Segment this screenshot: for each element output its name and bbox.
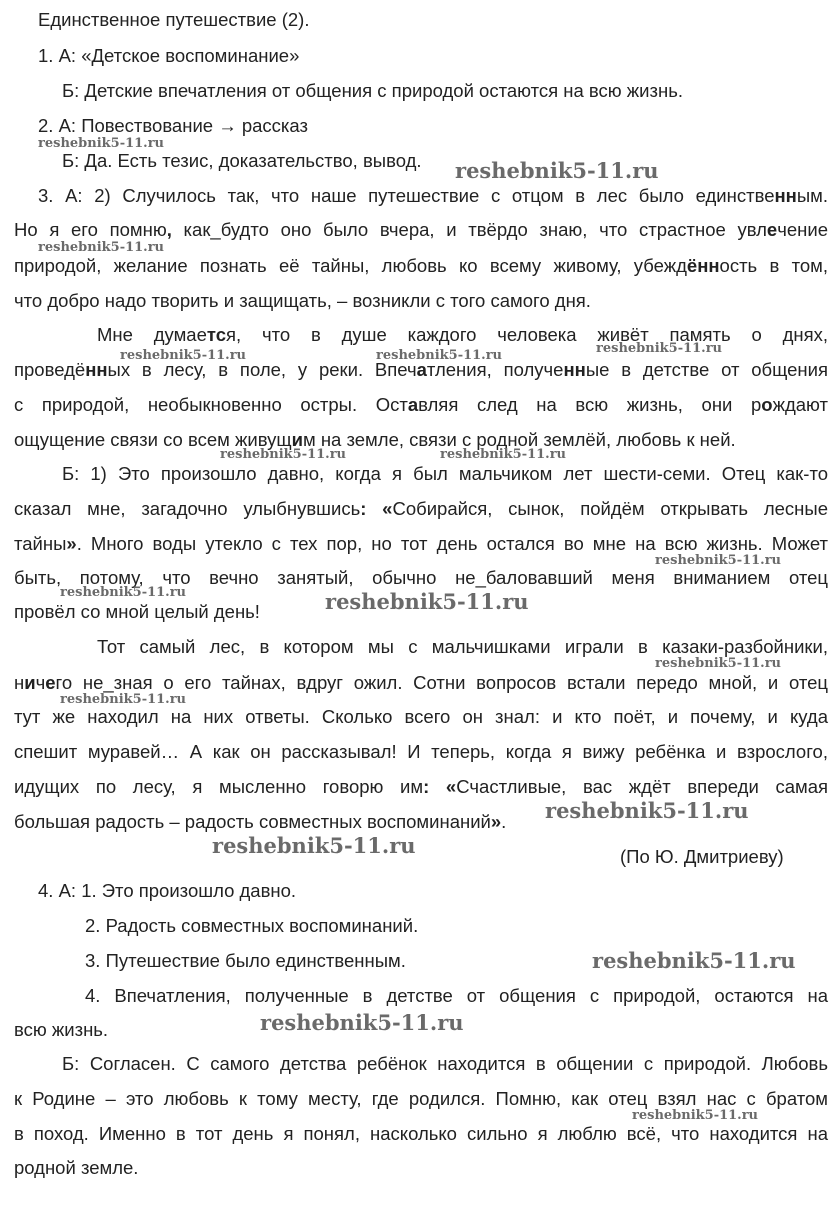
watermark: reshebnik5-11.ru — [38, 136, 165, 151]
task3-b-p2-line1: Тот самый лес, в котором мы с мальчишками играли в казаки-разбойники, — [97, 636, 828, 657]
task2-answer-b: Б: Да. Есть тезис, доказательство, вывод. — [62, 150, 422, 171]
task4-b-line3: в поход. Именно в тот день я понял, насколько сильно я люблю всё, что находится на — [14, 1123, 828, 1144]
task1-answer-a: 1. А: «Детское воспоминание» — [38, 45, 300, 66]
watermark: reshebnik5-11.ru — [455, 158, 659, 183]
highlighted-letters: е — [766, 219, 778, 240]
watermark: reshebnik5-11.ru — [325, 589, 529, 614]
task3-b-p1-line3 — [14, 533, 828, 555]
text-segment: н — [14, 672, 25, 693]
text-segment: как_будто оно было вчера, и твёрдо знаю, что страстное увл — [171, 219, 767, 240]
text-segment: Собирайся, сынок, пойдём открывать лесные — [392, 498, 828, 519]
task3-a-p2-line4 — [14, 429, 828, 451]
watermark: reshebnik5-11.ru — [120, 348, 247, 363]
highlighted-letters: и — [291, 429, 303, 450]
task3-a-p1-line1 — [38, 185, 828, 207]
highlighted-letters: нн — [563, 359, 586, 380]
highlighted-letters: а — [416, 359, 427, 380]
text-segment: Мне думае — [97, 324, 207, 345]
watermark: reshebnik5-11.ru — [655, 656, 782, 671]
task3-a-p1-line2 — [14, 219, 828, 241]
watermark: reshebnik5-11.ru — [596, 341, 723, 356]
task4-b-line1: Б: Согласен. С самого детства ребёнок находится в общении с природой. Любовь — [62, 1053, 828, 1074]
watermark: reshebnik5-11.ru — [220, 447, 347, 462]
text-segment: вляя след на всю жизнь, они р — [418, 394, 762, 415]
text-segment: ч — [35, 672, 46, 693]
highlighted-letters: и — [24, 672, 36, 693]
task3-b-p2-line3: тут же находил на них ответы. Сколько всего он знал: и кто поёт, и почему, и куда — [14, 706, 828, 727]
text-segment: м на земле, связи с родной землёй, любовь к ней. — [302, 429, 736, 450]
task4-a-item4-line1: 4. Впечатления, полученные в детстве от общения с природой, остаются на — [85, 985, 828, 1006]
watermark: reshebnik5-11.ru — [376, 348, 503, 363]
highlighted-letters: а — [407, 394, 419, 415]
document-title: Единственное путешествие (2). — [38, 9, 310, 30]
text-segment: ждают — [772, 394, 828, 415]
highlighted-letters: : « — [360, 498, 393, 519]
attribution: (По Ю. Дмитриеву) — [620, 846, 784, 867]
task3-b-p1-line1: Б: 1) Это произошло давно, когда я был мальчиком лет шести-семи. Отец как-то — [62, 463, 828, 484]
task4-b-line4: родной земле. — [14, 1157, 139, 1178]
task3-a-p1-line4 — [14, 290, 828, 312]
text-segment: Но я его помню — [14, 219, 167, 240]
text-segment: с природой, необыкновенно остры. Ост — [14, 394, 408, 415]
task4-a-item4-line2: всю жизнь. — [14, 1019, 109, 1040]
text-segment: тления, получе — [426, 359, 564, 380]
text-segment: . Много воды утекло с тех пор, но тот день остался во мне на всю жизнь. Может — [76, 533, 828, 554]
task3-b-p2-line2 — [14, 672, 828, 694]
task3-b-p2-line5 — [14, 776, 828, 798]
text-segment: ощущение связи со всем живущ — [14, 429, 292, 450]
text-segment: идущих по лесу, я мысленно говорю им — [14, 776, 424, 797]
watermark: reshebnik5-11.ru — [260, 1010, 464, 1035]
watermark: reshebnik5-11.ru — [212, 833, 416, 858]
watermark: reshebnik5-11.ru — [655, 553, 782, 568]
text-segment: 3. А: 2) Случилось так, что наше путешествие с отцом в лес было единстве — [38, 185, 775, 206]
highlighted-letters: » — [66, 533, 77, 554]
text-segment: проведё — [14, 359, 86, 380]
text-segment: чение — [777, 219, 828, 240]
highlighted-letters: , — [166, 219, 172, 240]
text-segment: тайны — [14, 533, 67, 554]
text-segment: ость в том, — [719, 255, 828, 276]
watermark: reshebnik5-11.ru — [38, 240, 165, 255]
task3-a-p1-line3 — [14, 255, 828, 277]
text-segment: Счастливые, вас ждёт впереди самая — [456, 776, 829, 797]
text-segment: я, что в душе каждого человека живёт память о днях, — [225, 324, 828, 345]
highlighted-letters: » — [490, 811, 502, 832]
watermark: reshebnik5-11.ru — [60, 692, 187, 707]
watermark: reshebnik5-11.ru — [592, 948, 796, 973]
watermark: reshebnik5-11.ru — [440, 447, 567, 462]
text-segment: что добро надо творить и защищать, – возникли с того самого дня. — [14, 290, 591, 311]
text-segment: природой, желание познать её тайны, любовь ко всему живому, убежд — [14, 255, 687, 276]
highlighted-letters: нн — [85, 359, 108, 380]
watermark: reshebnik5-11.ru — [60, 585, 187, 600]
watermark: reshebnik5-11.ru — [632, 1108, 759, 1123]
text-segment: ые в детстве от общения — [585, 359, 829, 380]
highlighted-letters: е — [45, 672, 56, 693]
task3-b-p1-line5: провёл со мной целый день! — [14, 601, 260, 622]
watermark: reshebnik5-11.ru — [545, 798, 749, 823]
task1-answer-b: Б: Детские впечатления от общения с природой остаются на всю жизнь. — [62, 80, 683, 101]
highlighted-letters: ённ — [686, 255, 720, 276]
text-segment: ых в лесу, в поле, у реки. Впеч — [107, 359, 417, 380]
highlighted-letters: тс — [206, 324, 226, 345]
text-segment: ым. — [796, 185, 828, 206]
task3-b-p2-line4: спешит муравей… А как он рассказывал! И теперь, когда я вижу ребёнка и взрослого, — [14, 741, 828, 762]
task3-a-p2-line3 — [14, 394, 828, 416]
task4-a-item1: 4. А: 1. Это произошло давно. — [38, 880, 297, 901]
task3-b-p1-line2 — [14, 498, 828, 520]
highlighted-letters: о — [761, 394, 773, 415]
task4-a-item3: 3. Путешествие было единственным. — [85, 950, 406, 971]
text-segment: сказал мне, загадочно улыбнувшись — [14, 498, 361, 519]
highlighted-letters: нн — [774, 185, 797, 206]
text-segment: большая радость – радость совместных воспоминаний — [14, 811, 491, 832]
text-segment: . — [501, 811, 507, 832]
task3-b-p1-line4: быть, потому, что вечно занятый, обычно не_баловавший меня вниманием отец — [14, 567, 828, 588]
text-segment: го не_зная о его тайнах, вдруг ожил. Сотни вопросов встали передо мной, и отец — [55, 672, 828, 693]
task4-a-item2: 2. Радость совместных воспоминаний. — [85, 915, 419, 936]
task2-answer-a: 2. А: Повествование → рассказ — [38, 115, 308, 136]
task4-b-line2: к Родине – это любовь к тому месту, где родился. Помню, как отец взял нас с братом — [14, 1088, 828, 1109]
highlighted-letters: : « — [423, 776, 457, 797]
